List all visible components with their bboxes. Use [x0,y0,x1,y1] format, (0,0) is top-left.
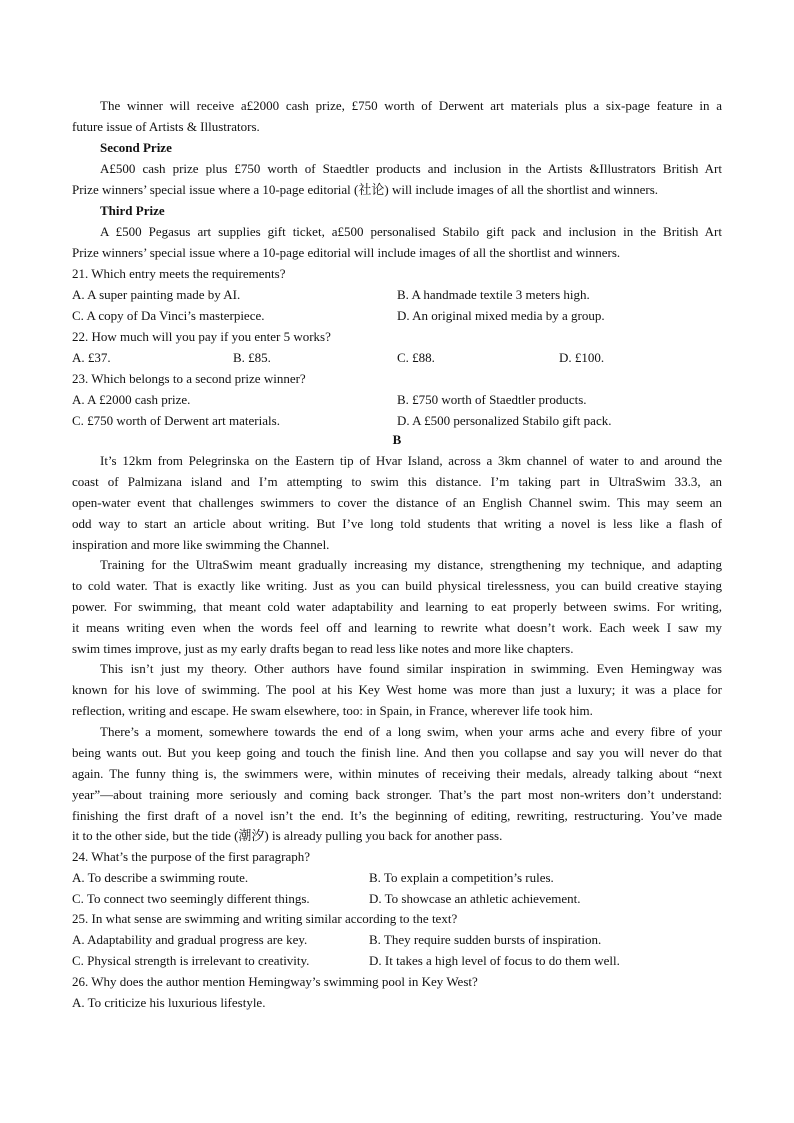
third-prize-line-1: A £500 Pegasus art supplies gift ticket, a£500 personalised Stabilo gift pack and inclusion in the British Art [100,224,722,239]
question-24-option-d: D. To showcase an athletic achievement. [369,891,581,906]
third-prize-line-2: Prize winners’ special issue where a 10-page editorial will include images of all the shortlist and winners. [72,245,621,260]
passage-line: reflection, writing and escape. He swam elsewhere, too: in Spain, in France, wherever life took him. [72,703,593,718]
first-prize-line-1: The winner will receive a£2000 cash prize, £750 worth of Derwent art materials plus a six-page feature in a [100,98,722,113]
question-21-stem: 21. Which entry meets the requirements? [72,266,286,281]
question-22-stem: 22. How much will you pay if you enter 5 works? [72,329,331,344]
passage-line: open-water event that challenges swimmers to cover the distance of an English Channel swim. This may seem an [72,495,722,510]
question-25-stem: 25. In what sense are swimming and writing similar according to the text? [72,911,458,926]
passage-line: year”—about training more seriously and coming back stronger. That’s the part most non-writers don’t understand: [72,787,722,802]
passage-line: again. The funny thing is, the swimmers were, within minutes of receiving their medals, already talking about “next [72,766,722,781]
question-26-option-a: A. To criticize his luxurious lifestyle. [72,995,266,1010]
question-22-option-a: A. £37. [72,350,111,365]
passage-line: to cold water. That is exactly like writing. Just as you can build physical tirelessness, you can build creative staying [72,578,722,593]
question-26-stem: 26. Why does the author mention Hemingway’s swimming pool in Key West? [72,974,478,989]
passage-line: This isn’t just my theory. Other authors have found similar inspiration in swimming. Even Hemingway was [100,661,722,676]
question-23-option-c: C. £750 worth of Derwent art materials. [72,413,280,428]
third-prize-heading: Third Prize [100,203,165,218]
second-prize-line-2: Prize winners’ special issue where a 10-page editorial (社论) will include images of all the shortlist and winners. [72,182,659,197]
passage-line: swim times improve, just as my early drafts began to read less like notes and more like chapters. [72,641,574,656]
first-prize-line-2: future issue of Artists & Illustrators. [72,119,260,134]
question-21-option-c: C. A copy of Da Vinci’s masterpiece. [72,308,265,323]
passage-line: odd way to start an article about writing. But I’ve long told students that writing a novel is less like a flash of [72,516,722,531]
passage-line: power. For swimming, that meant cold water adaptability and learning to eat properly between swims. For writing, [72,599,722,614]
question-25-option-c: C. Physical strength is irrelevant to creativity. [72,953,310,968]
question-23-option-b: B. £750 worth of Staedtler products. [397,392,587,407]
question-23-option-d: D. A £500 personalized Stabilo gift pack. [397,413,612,428]
question-23-stem: 23. Which belongs to a second prize winner? [72,371,306,386]
question-25-option-a: A. Adaptability and gradual progress are key. [72,932,308,947]
question-22-option-c: C. £88. [397,350,435,365]
passage-line: it to the other side, but the tide (潮汐) is already pulling you back for another pass. [72,828,503,843]
passage-line: being wants out. But you keep going and touch the finish line. And then you collapse and say you will never do that [72,745,722,760]
section-b-heading: B [392,432,402,447]
question-21-option-b: B. A handmade textile 3 meters high. [397,287,590,302]
passage-line: Training for the UltraSwim meant gradually increasing my distance, strengthening my technique, and adapting [100,557,722,572]
question-21-option-a: A. A super painting made by AI. [72,287,241,302]
question-22-option-d: D. £100. [559,350,605,365]
question-25-option-d: D. It takes a high level of focus to do them well. [369,953,620,968]
second-prize-line-1: A£500 cash prize plus £750 worth of Staedtler products and inclusion in the Artists &Illustrators British Art [100,161,722,176]
question-21-option-d: D. An original mixed media by a group. [397,308,605,323]
question-24-stem: 24. What’s the purpose of the first paragraph? [72,849,311,864]
question-22-option-b: B. £85. [233,350,271,365]
second-prize-heading: Second Prize [100,140,172,155]
passage-line: There’s a moment, somewhere towards the end of a long swim, when your arms ache and every fibre of your [100,724,722,739]
question-24-option-a: A. To describe a swimming route. [72,870,249,885]
question-23-option-a: A. A £2000 cash prize. [72,392,191,407]
passage-line: finishing the first draft of a novel isn’t the end. It’s the beginning of editing, rewriting, restructuring. You’ve made [72,808,722,823]
passage-line: inspiration and more like swimming the Channel. [72,537,330,552]
question-24-option-c: C. To connect two seemingly different things. [72,891,310,906]
passage-line: coast of Palmizana island and I’m attempting to swim this distance. I’m taking part in UltraSwim 33.3, an [72,474,722,489]
passage-line: it means writing even when the words feel off and learning to rewrite what doesn’t work. Each week I saw my [72,620,722,635]
question-25-option-b: B. They require sudden bursts of inspiration. [369,932,602,947]
question-24-option-b: B. To explain a competition’s rules. [369,870,554,885]
passage-line: known for his love of swimming. The pool at his Key West home was more than just a luxury; it was a place for [72,682,722,697]
passage-line: It’s 12km from Pelegrinska on the Eastern tip of Hvar Island, across a 3km channel of water to and around the [100,453,722,468]
